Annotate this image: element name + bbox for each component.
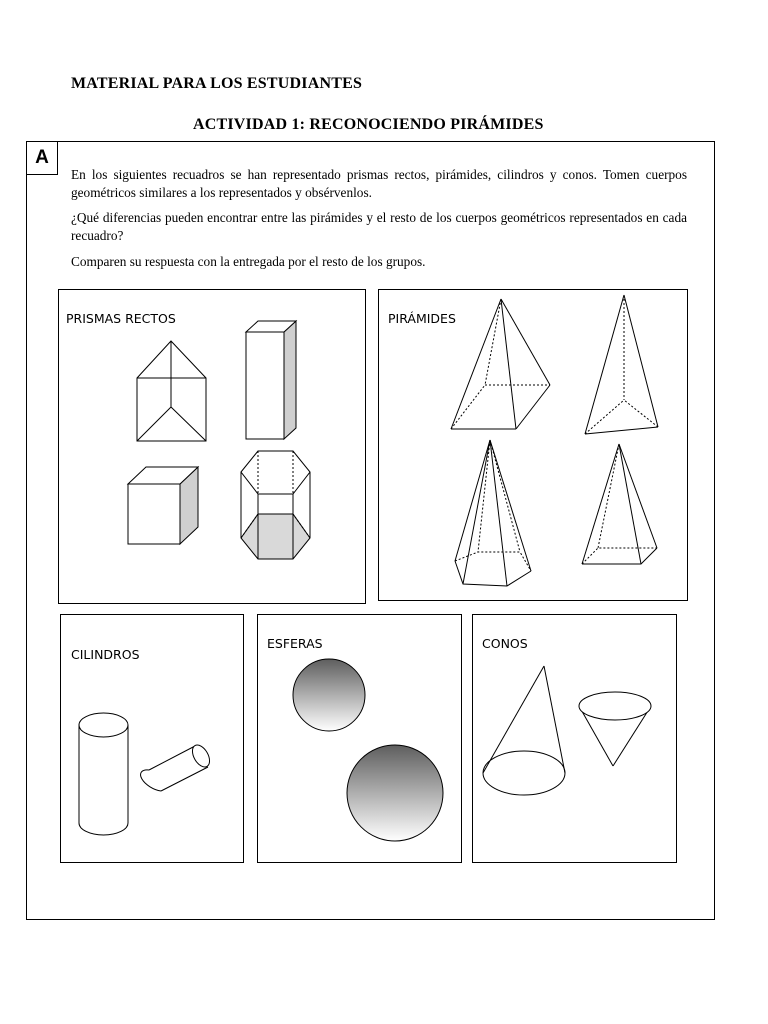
instruction-paragraph-2: ¿Qué diferencias pueden encontrar entre las pirámides y el resto de los cuerpos geométricos representados en cada recuadro? (71, 210, 687, 243)
label-cilindros: CILINDROS (71, 647, 140, 662)
large-sphere-figure (347, 745, 443, 841)
label-piramides: PIRÁMIDES (388, 311, 456, 326)
instruction-paragraph-1: En los siguientes recuadros se han representado prismas rectos, pirámides, cilindros y conos. Tomen cuerpos geométricos similares a los representados y obsérvenlos. (71, 167, 687, 200)
triangular-pyramid-figure (585, 295, 658, 434)
label-prismas-rectos: PRISMAS RECTOS (66, 311, 176, 326)
upright-cone-figure (483, 666, 565, 795)
pentagonal-pyramid-figure (455, 440, 531, 586)
square-pyramid-figure (451, 299, 550, 429)
label-esferas: ESFERAS (267, 636, 323, 651)
upright-cylinder-figure (79, 713, 128, 835)
activity-title: ACTIVIDAD 1: RECONOCIENDO PIRÁMIDES (193, 116, 544, 133)
section-badge: A (26, 141, 58, 175)
square-pyramid-front-figure (582, 444, 657, 564)
small-sphere-figure (293, 659, 365, 731)
triangular-prism-figure (137, 341, 206, 441)
hexagonal-prism-figure (241, 451, 310, 559)
cube-figure (128, 467, 198, 544)
instruction-paragraph-3: Comparen su respuesta con la entregada por el resto de los grupos. (71, 254, 426, 269)
rectangular-prism-figure (246, 321, 296, 439)
inverted-cone-figure (579, 692, 651, 766)
tilted-cylinder-figure (141, 742, 214, 791)
document-title: MATERIAL PARA LOS ESTUDIANTES (71, 75, 363, 92)
label-conos: CONOS (482, 636, 528, 651)
